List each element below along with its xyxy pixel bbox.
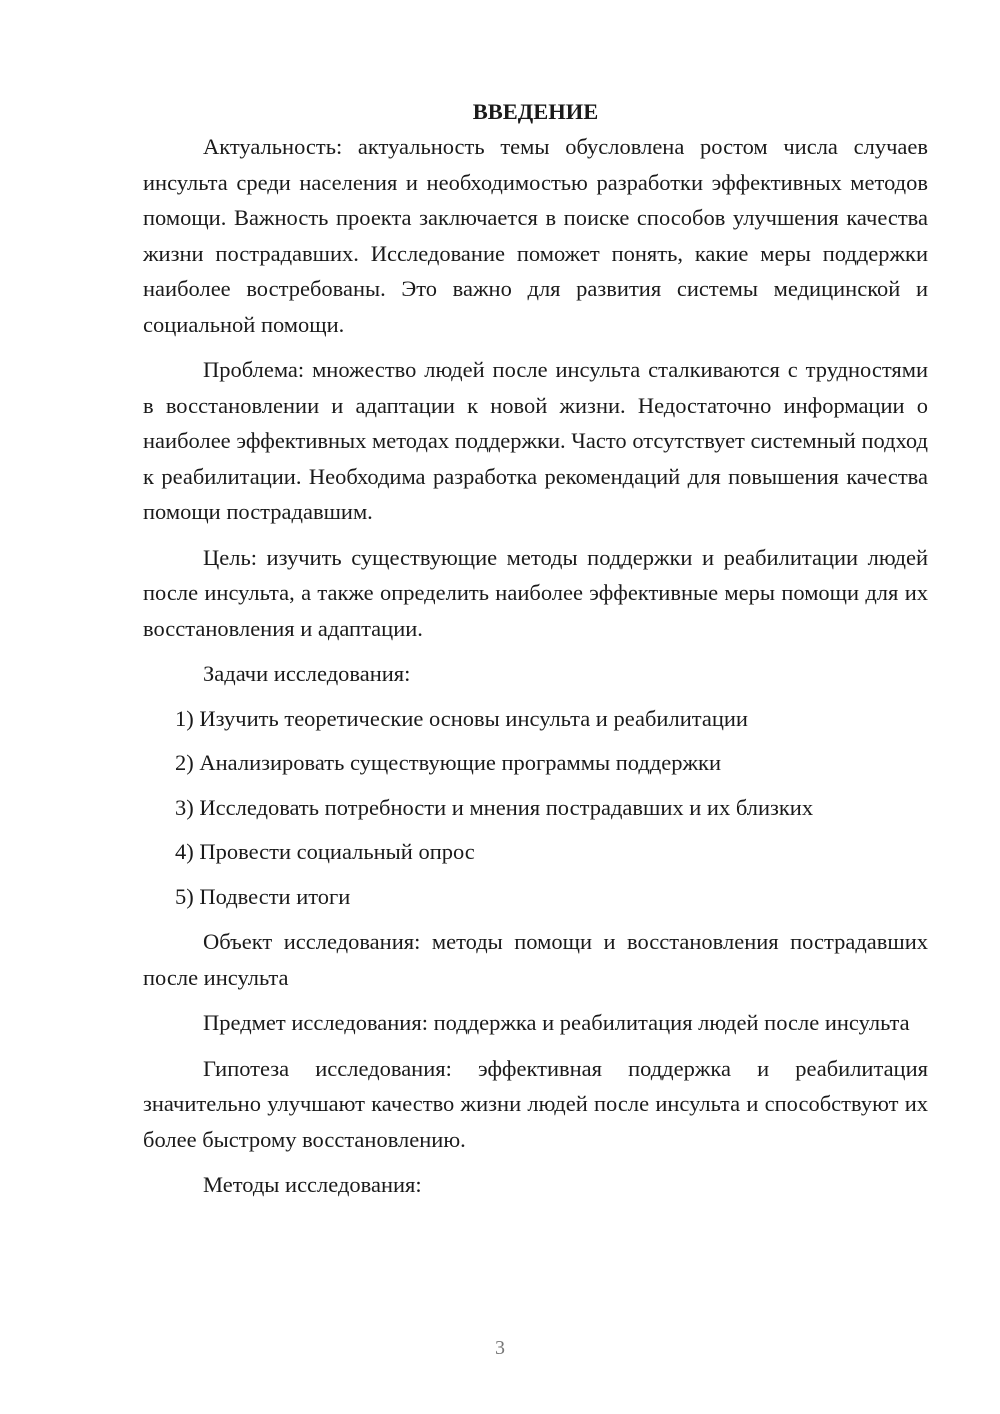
list-item: 4) Провести социальный опрос bbox=[175, 839, 475, 864]
problem-paragraph: Проблема: множество людей после инсульта сталкиваются с трудностями в восстановлении и адаптации к новой жизни. Недостаточно информации о наиболее эффективных методах поддержки. Часто отсутствует системный подход к реабилитации. Необходима разработка рекомендаций для повышения качества помощи пострадавшим. bbox=[143, 357, 928, 524]
tasks-list bbox=[143, 701, 928, 915]
list-item: 3) Исследовать потребности и мнения пострадавших и их близких bbox=[175, 794, 814, 820]
subject-paragraph: Предмет исследования: поддержка и реабилитация людей после инсульта bbox=[203, 1010, 910, 1035]
tasks-heading: Задачи исследования: bbox=[203, 661, 411, 686]
page-title: ВВЕДЕНИЕ bbox=[472, 99, 599, 124]
page-content bbox=[143, 94, 928, 1203]
list-item: 2) Анализировать существующие программы поддержки bbox=[175, 750, 722, 775]
list-item: 5) Подвести итоги bbox=[175, 883, 351, 909]
relevance-paragraph: Актуальность: актуальность темы обусловлена ростом числа случаев инсульта среди населения и необходимостью разработки эффективных методов помощи. Важность проекта заключается в поиске способов улучшения качества жизни пострадавших. Исследование поможет понять, какие меры поддержки наиболее востребованы. Это важно для развития системы медицинской и социальной помощи. bbox=[143, 134, 928, 337]
methods-heading: Методы исследования: bbox=[203, 1172, 422, 1197]
goal-paragraph: Цель: изучить существующие методы поддержки и реабилитации людей после инсульта, а также определить наиболее эффективные меры помощи для их восстановления и адаптации. bbox=[143, 544, 928, 641]
object-paragraph: Объект исследования: методы помощи и восстановления пострадавших после инсульта bbox=[143, 929, 928, 990]
page-number: 3 bbox=[495, 1337, 505, 1359]
list-item: 1) Изучить теоретические основы инсульта и реабилитации bbox=[175, 705, 748, 731]
hypothesis-paragraph: Гипотеза исследования: эффективная поддержка и реабилитация значительно улучшают качество жизни людей после инсульта и способствуют их более быстрому восстановлению. bbox=[143, 1055, 928, 1152]
